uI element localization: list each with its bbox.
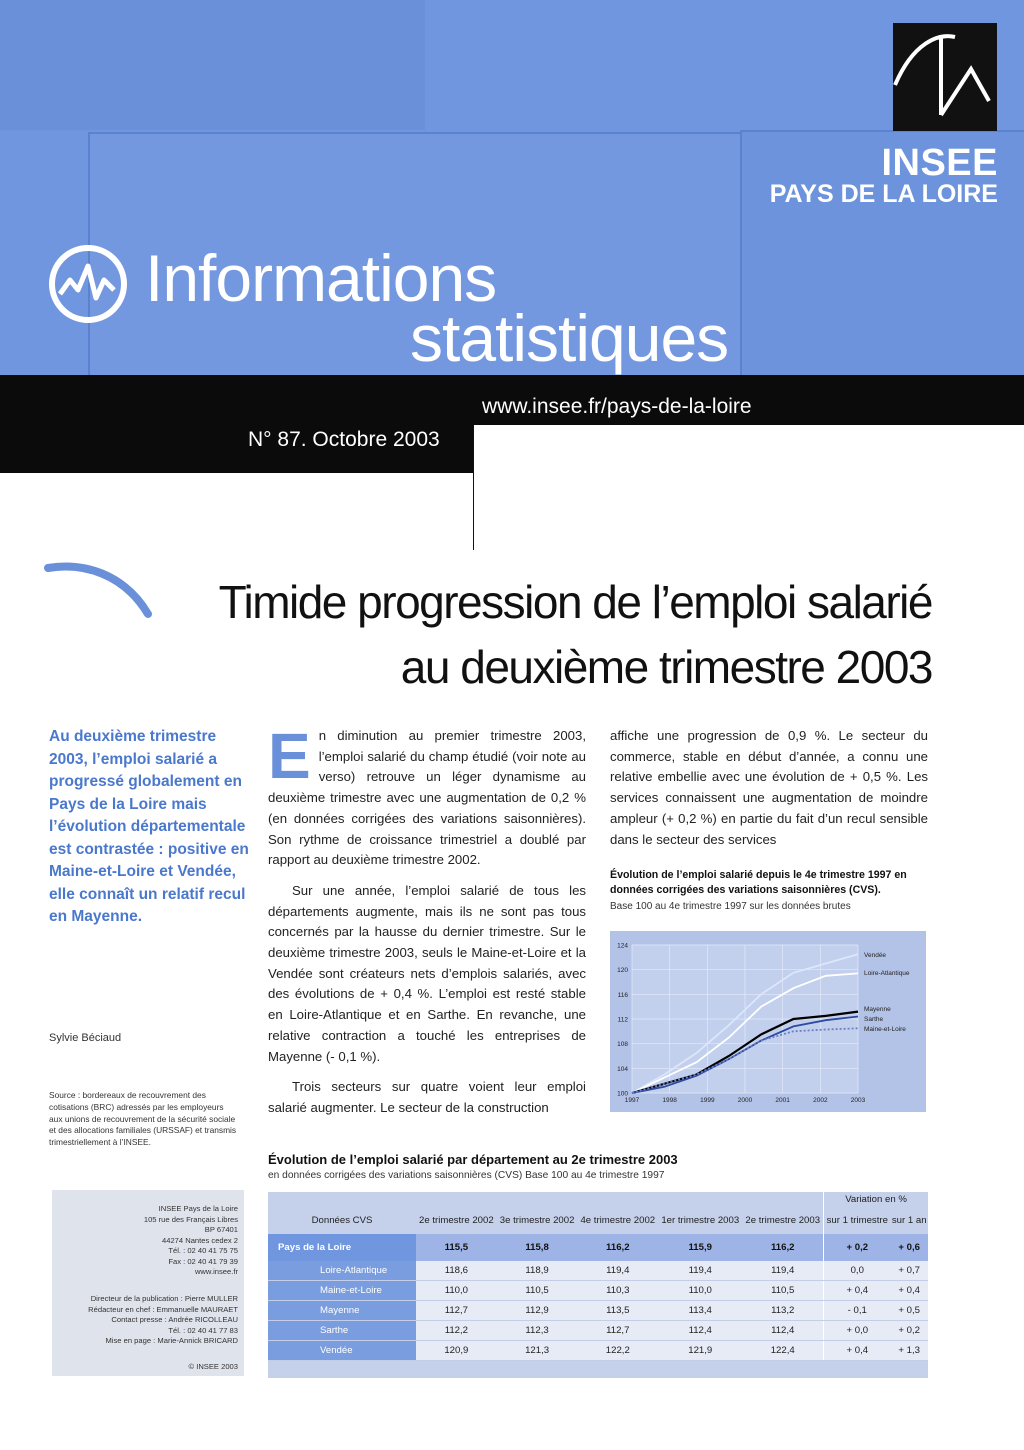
colophon-credits (53, 1294, 238, 1347)
table-cell: 118,9 (497, 1261, 578, 1281)
y-tick-label: 104 (617, 1065, 628, 1073)
table-cell: 112,7 (416, 1301, 497, 1321)
table-cell: 115,5 (416, 1234, 497, 1261)
table-cell: + 0,6 (890, 1234, 928, 1261)
colophon-line: Directeur de la publication : Pierre MULLER (90, 1294, 238, 1303)
table-cell: 115,9 (658, 1234, 742, 1261)
body-column-2 (610, 726, 928, 860)
employment-table (268, 1192, 928, 1361)
x-tick-label: 1998 (662, 1097, 677, 1104)
body-paragraph-2: Sur une année, l’emploi salarié de tous les départements augmente, mais ils ne sont pas tous concernés par la hausse du dernier trimestre. Sur le deuxième trimestre 2003, seuls le Maine-et-Loire et la Vendée sont créateurs nets d’emplois salariés, avec des évolutions de + 0,4 %. L’emploi est resté stable en Loire-Atlantique et en Sarthe. En revanche, une relative contraction a touché les entreprises de Mayenne (- 0,1 %). (268, 882, 586, 1064)
table-title: Évolution de l’emploi salarié par département au 2e trimestre 2003 (268, 1152, 678, 1167)
table-cell: 112,9 (497, 1301, 578, 1321)
row-label: Loire-Atlantique (268, 1261, 416, 1281)
column-header: 1er trimestre 2003 (661, 1214, 740, 1226)
website-url[interactable]: www.insee.fr/pays-de-la-loire (482, 395, 752, 418)
y-tick-label: 112 (617, 1016, 628, 1024)
author: Sylvie Béciaud (49, 1032, 122, 1044)
body-column-1 (268, 720, 586, 1129)
row-label: Sarthe (268, 1321, 416, 1341)
table-cell: - 0,1 (824, 1301, 891, 1321)
table-header-spacer (268, 1192, 824, 1206)
lead-paragraph: Au deuxième trimestre 2003, l’emploi salarié a progressé globalement en Pays de la Loire mais l’évolution départementale est contrastée : positive en Maine-et-Loire et Vendée, elle connaît un relatif recul en Mayenne. (49, 728, 249, 925)
table-header-variation (268, 1192, 928, 1206)
table-cell: 116,2 (742, 1234, 823, 1261)
body-text: n diminution au premier trimestre 2003, l’emploi salarié du champ étudié (voir note au verso) retrouve un léger dynamisme au deuxième trimestre avec une augmentation de 0,2 % (en données corrigées des variations saisonnières). Son rythme de croissance trimestriel a doublé par rapport au deuxième trimestre 2002. (268, 728, 586, 868)
table-row (268, 1321, 928, 1341)
brand-circle-icon (48, 244, 128, 324)
table-cell: 119,4 (658, 1261, 742, 1281)
legend-entry: Mayenne (864, 1006, 891, 1013)
table-cell: 110,3 (577, 1281, 658, 1301)
table-cell: 116,2 (577, 1234, 658, 1261)
table-cell: 112,4 (742, 1321, 823, 1341)
body-paragraph-4: affiche une progression de 0,9 %. Le secteur du commerce, stable en début d’année, a connu une relative embellie avec une évolution de + 0,5 %. Les services connaissent une augmentation de moindre ampleur (+ 0,2 %) en partie du fait d’un recul sensible dans le secteur des services (610, 728, 928, 847)
chart-title: Évolution de l’emploi salarié depuis le 4e trimestre 1997 en données corrigées des variations saisonnières (CVS). (610, 869, 907, 896)
table-cell: + 0,4 (824, 1281, 891, 1301)
colophon-line: Mise en page : Marie-Annick BRICARD (105, 1336, 238, 1345)
legend-entry: Maine-et-Loire (864, 1026, 906, 1033)
org-region: PAYS DE LA LOIRE (769, 180, 998, 208)
colophon-address (53, 1204, 238, 1278)
table-cell: 113,5 (577, 1301, 658, 1321)
row-label: Maine-et-Loire (268, 1281, 416, 1301)
line-chart (610, 931, 926, 1112)
y-tick-label: 120 (617, 967, 628, 975)
table-cell: 120,9 (416, 1341, 497, 1361)
source-note: Source : bordereaux de recouvrement des cotisations (BRC) adressés par les employeurs aux unions de recouvrement de la sécurité sociale et des allocations familiales (URSSAF) et transmis trimestriellement à l’INSEE. (49, 1090, 237, 1148)
table-cell: + 0,7 (890, 1261, 928, 1281)
table-row-total (268, 1234, 928, 1261)
colophon-line: Tél. : 02 40 41 77 83 (168, 1325, 238, 1335)
table-subtitle: en données corrigées des variations saisonnières (CVS) Base 100 au 4e trimestre 1997 (268, 1170, 665, 1181)
column-header: sur 1 an (891, 1214, 927, 1226)
table-cell: 121,3 (497, 1341, 578, 1361)
y-tick-label: 116 (617, 991, 628, 999)
row-label: Mayenne (268, 1301, 416, 1321)
table-cell: + 0,4 (824, 1341, 891, 1361)
colophon-line: 105 rue des Français Libres (143, 1214, 238, 1224)
table-cell: 110,0 (658, 1281, 742, 1301)
table-cell: 110,5 (742, 1281, 823, 1301)
table-cell: + 0,5 (890, 1301, 928, 1321)
article-title-line-2: au deuxième trimestre 2003 (400, 641, 932, 693)
chart-subtitle: Base 100 au 4e trimestre 1997 sur les données brutes (610, 901, 851, 912)
table-row (268, 1341, 928, 1361)
body-paragraph-3: Trois secteurs sur quatre voient leur emploi salarié augmenter. Le secteur de la construction (268, 1079, 586, 1115)
table-row (268, 1261, 928, 1281)
x-tick-label: 1999 (700, 1097, 715, 1104)
table-cell: 118,6 (416, 1261, 497, 1281)
copyright: © INSEE 2003 (188, 1362, 238, 1371)
table-cell: + 0,2 (890, 1321, 928, 1341)
colophon-line: Tél. : 02 40 41 75 75 (168, 1246, 238, 1255)
y-tick-label: 108 (617, 1041, 628, 1049)
table-cell: 110,5 (497, 1281, 578, 1301)
table-cell: + 0,4 (890, 1281, 928, 1301)
x-tick-label: 1997 (624, 1097, 640, 1104)
table-cell: 119,4 (577, 1261, 658, 1281)
table-cell: 0,0 (824, 1261, 891, 1281)
table-cell: 122,2 (577, 1341, 658, 1361)
brand-line-1: Informations (145, 241, 497, 315)
issue-number: N° 87. Octobre 2003 (248, 428, 440, 451)
table-cell: 119,4 (742, 1261, 823, 1281)
colophon-line: Fax : 02 40 41 79 39 (168, 1256, 238, 1266)
swoosh-icon (44, 560, 154, 620)
table-row (268, 1281, 928, 1301)
legend-entry: Vendée (864, 952, 887, 959)
table-cell: 122,4 (742, 1341, 823, 1361)
body-paragraph-1 (268, 720, 586, 871)
column-header: 2e trimestre 2002 (419, 1214, 494, 1226)
table-cell: 113,2 (742, 1301, 823, 1321)
table-cell: 112,7 (577, 1321, 658, 1341)
column-header: 2e trimestre 2003 (745, 1214, 821, 1226)
table-row (268, 1301, 928, 1321)
table-cell: 113,4 (658, 1301, 742, 1321)
colophon-line[interactable]: www.insee.fr (194, 1267, 238, 1276)
row-label: Pays de la Loire (268, 1234, 416, 1261)
column-header: sur 1 trimestre (824, 1206, 891, 1234)
header-tab-block (0, 0, 425, 130)
insee-logo-icon (893, 23, 997, 131)
colophon-box (52, 1190, 244, 1376)
divider-line (473, 425, 474, 550)
x-tick-label: 2001 (775, 1097, 790, 1104)
y-tick-label: 124 (617, 942, 628, 950)
x-tick-label: 2002 (813, 1097, 828, 1104)
colophon-line: BP 67401 (204, 1225, 238, 1234)
chart-svg (610, 931, 926, 1112)
legend-entry: Loire-Atlantique (864, 970, 910, 977)
colophon-line: 44274 Nantes cedex 2 (162, 1235, 238, 1245)
table-cell: 115,8 (497, 1234, 578, 1261)
colophon-line: INSEE Pays de la Loire (158, 1204, 238, 1213)
table-cell: + 0,0 (824, 1321, 891, 1341)
column-header: 3e trimestre 2002 (499, 1214, 575, 1226)
table-header-row (268, 1206, 928, 1234)
y-tick-label: 100 (617, 1090, 628, 1098)
table-cell: 112,4 (658, 1321, 742, 1341)
article-title-line-1: Timide progression de l’emploi salarié (218, 576, 932, 628)
x-tick-label: 2000 (737, 1097, 753, 1104)
table-cell: + 1,3 (890, 1341, 928, 1361)
column-header: Données CVS (311, 1214, 373, 1226)
variation-header: Variation en % (824, 1192, 928, 1206)
legend-entry: Sarthe (864, 1016, 884, 1023)
colophon-line: Rédacteur en chef : Emmanuelle MAURAET (88, 1304, 238, 1314)
table-cell: 110,0 (416, 1281, 497, 1301)
x-tick-label: 2003 (850, 1097, 866, 1104)
table-cell: 112,3 (497, 1321, 578, 1341)
org-name: INSEE (881, 142, 998, 184)
drop-cap: E (268, 720, 311, 792)
table-cell: + 0,2 (824, 1234, 891, 1261)
brand-line-2: statistiques (410, 301, 729, 375)
table-cell: 112,2 (416, 1321, 497, 1341)
column-header: 4e trimestre 2002 (580, 1214, 656, 1226)
colophon-line: Contact presse : Andrée RICOLLEAU (111, 1315, 238, 1324)
table-cell: 121,9 (658, 1341, 742, 1361)
data-table (268, 1192, 928, 1378)
row-label: Vendée (268, 1341, 416, 1361)
